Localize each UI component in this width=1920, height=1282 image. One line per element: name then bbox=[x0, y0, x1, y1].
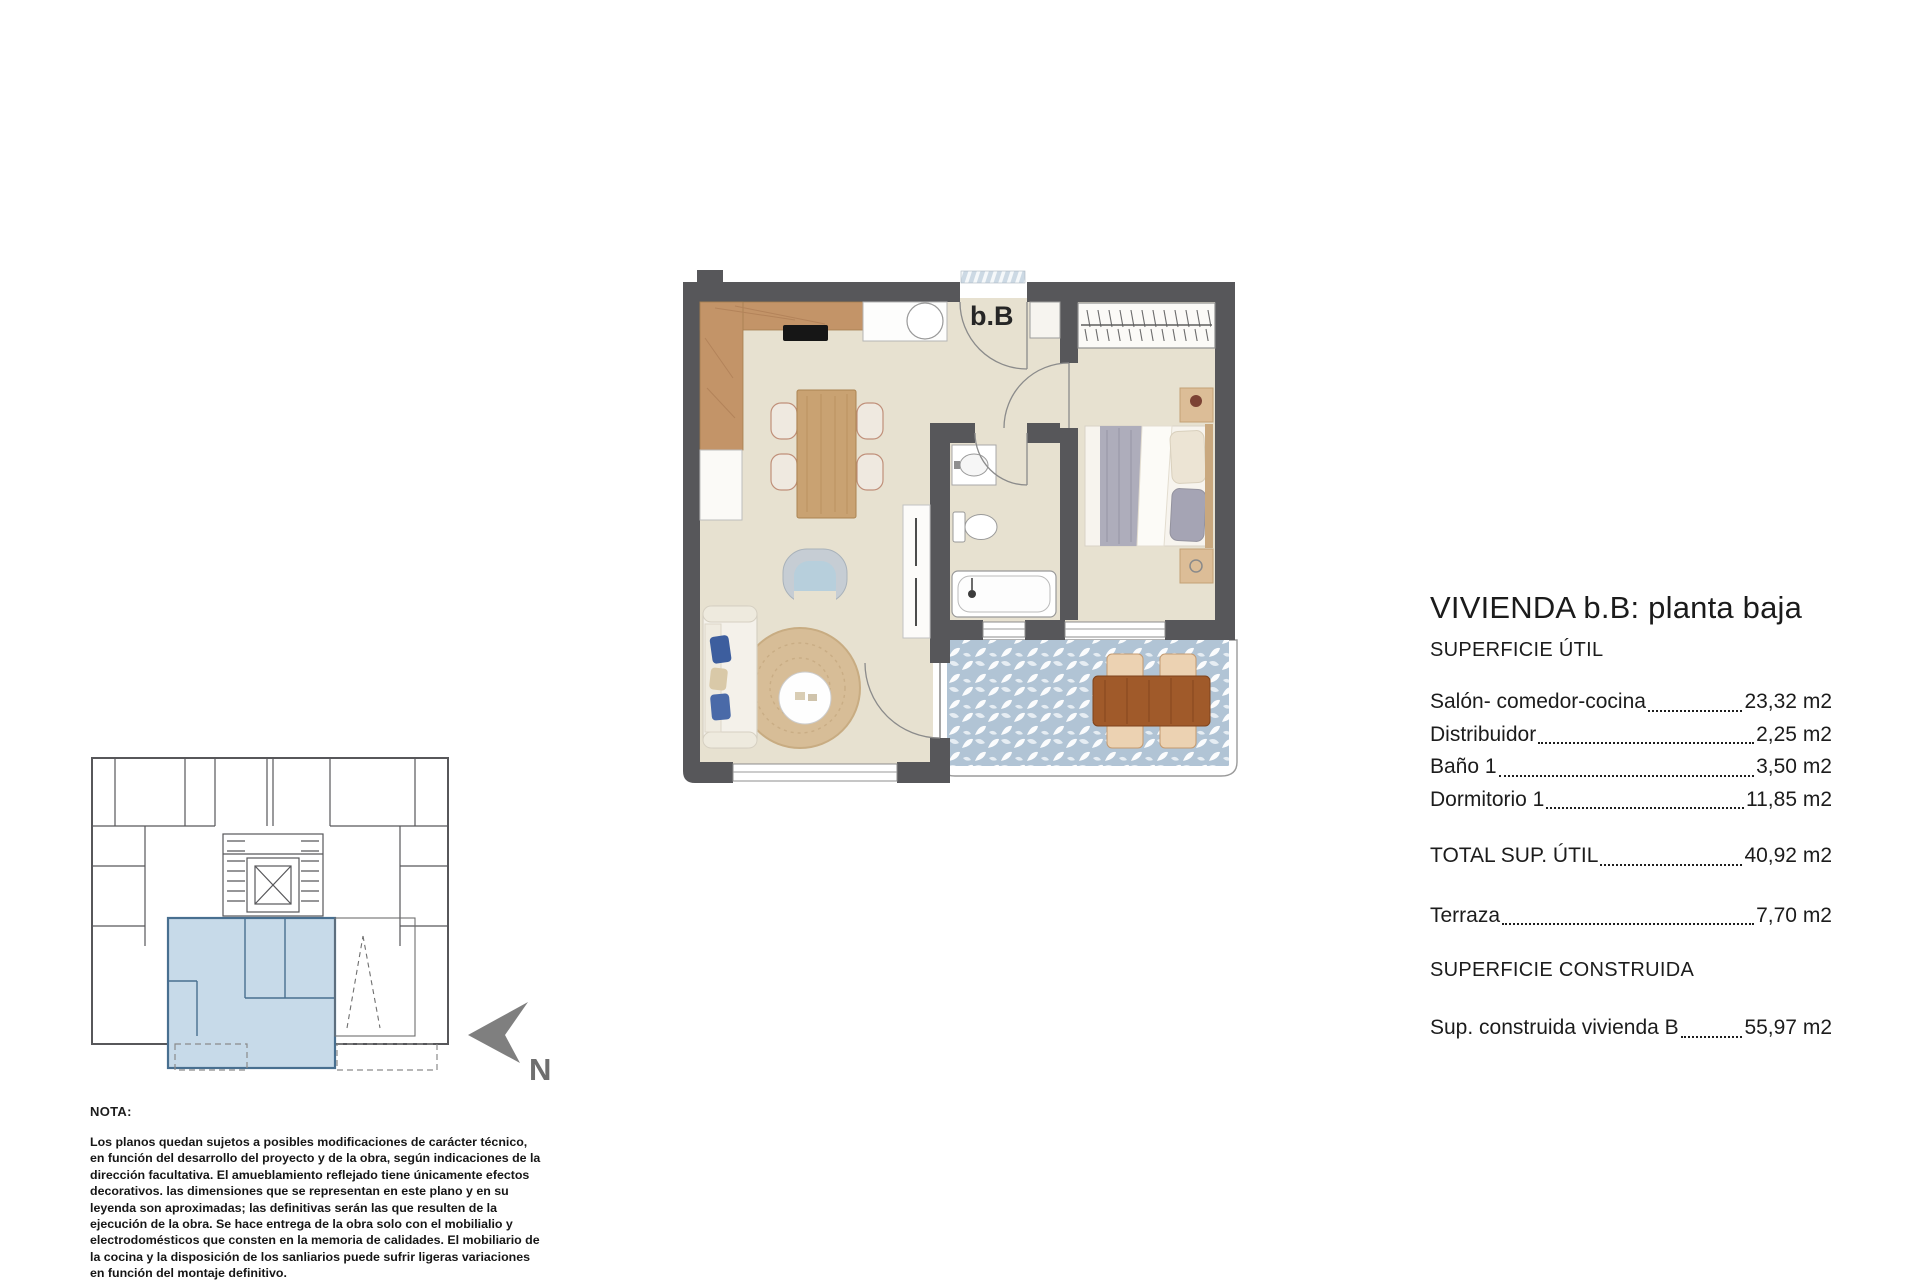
toilet bbox=[953, 512, 997, 542]
leader-dots bbox=[1648, 710, 1743, 712]
superficie-construida-heading: SUPERFICIE CONSTRUIDA bbox=[1430, 959, 1695, 981]
floor-plan bbox=[675, 268, 1245, 786]
leader-dots bbox=[1600, 864, 1742, 866]
leader-dots bbox=[1538, 742, 1754, 744]
area-value: 2,25 m2 bbox=[1756, 722, 1832, 746]
superficie-util-heading: SUPERFICIE ÚTIL bbox=[1430, 639, 1604, 661]
sofa bbox=[703, 606, 757, 748]
nota-block bbox=[90, 1104, 542, 1282]
area-row-total bbox=[1430, 840, 1832, 873]
area-value: 23,32 m2 bbox=[1744, 690, 1832, 713]
leader-dots bbox=[1502, 923, 1754, 925]
sideboard bbox=[903, 505, 930, 638]
area-label: Salón- comedor-cocina bbox=[1430, 690, 1646, 713]
area-row-salon bbox=[1430, 686, 1832, 719]
north-label: N bbox=[529, 1052, 552, 1087]
area-value: 11,85 m2 bbox=[1746, 787, 1832, 811]
nota-heading: NOTA: bbox=[90, 1104, 132, 1119]
area-row-terraza bbox=[1430, 900, 1832, 933]
area-label: Baño 1 bbox=[1430, 755, 1497, 778]
dining-table bbox=[797, 390, 856, 518]
area-value: 55,97 m2 bbox=[1744, 1016, 1832, 1039]
nota-body: Los planos quedan sujetos a posibles modificaciones de carácter técnico, en función del desarrollo del proyecto y de la obra, según indicaciones de la dirección facultativa. El amueblamiento reflejado tiene únicamente efectos decorativos. las dimensiones que se representan en este plano y en su leyenda son aproximadas; las definitivas serán las que resulten de la ejecución de la obra. Se hace entrega de la obra solo con el mobilialio y electrodomésticos que consten en la memoria de calidades. El mobiliario de la cocina y la disposición de los sanliarios puede sufrir ligeras variaciones en función del montaje definitivo. bbox=[90, 1135, 541, 1281]
hall-cupboard bbox=[1030, 302, 1060, 338]
area-value: 7,70 m2 bbox=[1756, 903, 1832, 927]
measurements-panel bbox=[1430, 590, 1832, 1045]
terrace-table bbox=[1093, 676, 1210, 726]
unit-label: b.B bbox=[970, 301, 1014, 331]
key-plan-unit-highlight bbox=[168, 918, 335, 1068]
armchair bbox=[783, 549, 847, 605]
terrace bbox=[940, 640, 1237, 776]
key-plan bbox=[85, 746, 460, 1086]
plant bbox=[1190, 395, 1202, 407]
area-label: Distribuidor bbox=[1430, 722, 1537, 746]
leader-dots bbox=[1681, 1036, 1743, 1038]
rug bbox=[740, 628, 860, 748]
leader-dots bbox=[1546, 807, 1744, 809]
area-label: Sup. construida vivienda B bbox=[1430, 1016, 1679, 1039]
area-value: 3,50 m2 bbox=[1756, 755, 1832, 778]
area-value: 40,92 m2 bbox=[1744, 844, 1832, 867]
wall-notch bbox=[697, 270, 723, 284]
area-label: Dormitorio 1 bbox=[1430, 787, 1545, 811]
area-label: TOTAL SUP. ÚTIL bbox=[1430, 844, 1599, 867]
sink bbox=[907, 303, 943, 339]
bed bbox=[1085, 424, 1213, 548]
superficie-util-rows bbox=[1430, 686, 1832, 816]
north-arrow-icon bbox=[455, 992, 575, 1087]
area-row-distribuidor bbox=[1430, 719, 1832, 752]
entry-mat bbox=[961, 271, 1025, 283]
area-row-bano bbox=[1430, 751, 1832, 784]
page-title: VIVIENDA b.B: planta baja bbox=[1430, 590, 1803, 625]
bathroom-sink bbox=[952, 445, 996, 485]
fridge bbox=[700, 450, 742, 520]
cooktop bbox=[783, 325, 828, 341]
bathtub bbox=[952, 571, 1056, 617]
leader-dots bbox=[1499, 775, 1755, 777]
area-row-construida bbox=[1430, 1012, 1832, 1045]
area-label: Terraza bbox=[1430, 903, 1501, 927]
area-row-dormitorio bbox=[1430, 784, 1832, 817]
wardrobe bbox=[1078, 303, 1215, 348]
